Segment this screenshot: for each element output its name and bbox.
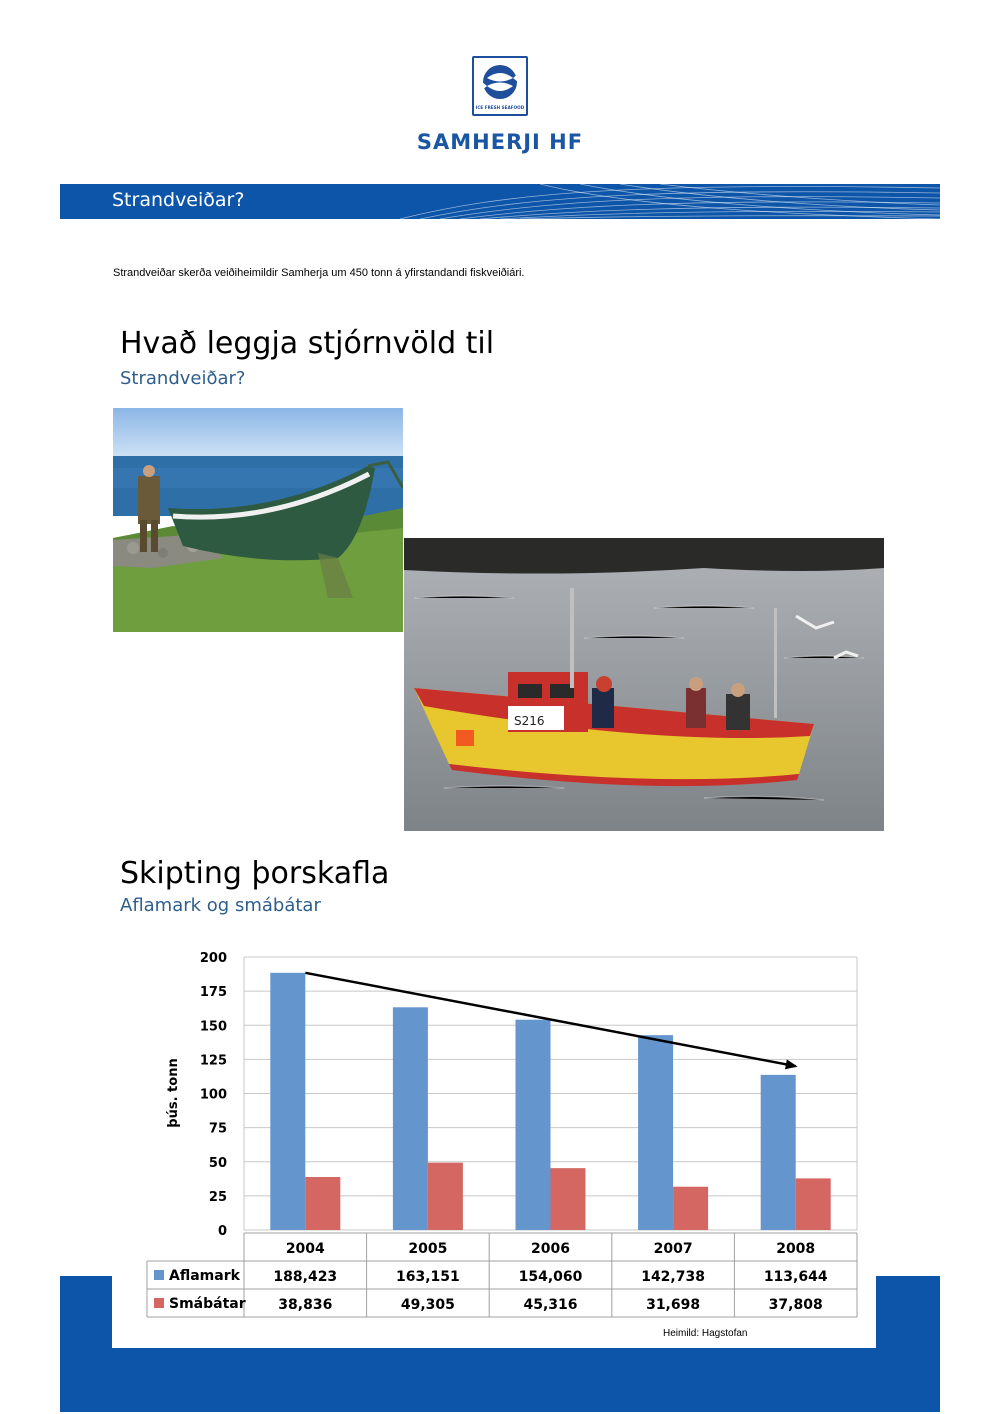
table-cell: 188,423	[273, 1269, 338, 1285]
x-tick-label: 2006	[531, 1241, 570, 1257]
y-tick-label: 50	[208, 1155, 227, 1171]
legend-label: Smábátar	[169, 1296, 246, 1312]
bar-aflamark-2005	[393, 1007, 428, 1230]
bar-smábátar-2008	[796, 1178, 831, 1230]
bar-smábátar-2004	[305, 1177, 340, 1230]
table-cell: 142,738	[641, 1269, 705, 1285]
x-tick-label: 2008	[776, 1241, 816, 1257]
y-axis-label: þús. tonn	[166, 1058, 181, 1128]
legend-swatch-smábátar	[154, 1298, 164, 1308]
y-tick-label: 75	[208, 1121, 227, 1137]
section2-title: Skipting þorskafla	[120, 856, 390, 891]
source-note: Heimild: Hagstofan	[663, 1328, 748, 1339]
legend-label: Aflamark	[169, 1268, 240, 1284]
bar-smábátar-2005	[428, 1163, 463, 1230]
brand-name: SAMHERJI HF	[416, 130, 584, 154]
table-cell: 31,698	[646, 1297, 701, 1313]
x-tick-label: 2007	[653, 1241, 693, 1257]
section2-subtitle: Aflamark og smábátar	[120, 895, 321, 916]
y-tick-label: 100	[199, 1087, 227, 1103]
bar-aflamark-2004	[270, 973, 305, 1230]
table-cell: 113,644	[763, 1269, 828, 1285]
y-tick-label: 125	[199, 1053, 227, 1069]
hull-number: S216	[514, 714, 545, 728]
section1-title: Hvað leggja stjórnvöld til	[120, 326, 495, 361]
table-cell: 49,305	[400, 1297, 455, 1313]
logo-caption: ICE FRESH SEAFOOD	[475, 105, 525, 110]
table-cell: 45,316	[523, 1297, 578, 1313]
section1-subtitle: Strandveiðar?	[120, 368, 246, 389]
x-tick-label: 2004	[285, 1241, 325, 1257]
bar-smábátar-2007	[673, 1187, 708, 1230]
bar-aflamark-2008	[761, 1075, 796, 1230]
bar-aflamark-2007	[638, 1035, 673, 1230]
bar-aflamark-2006	[516, 1020, 551, 1230]
banner-title: Strandveiðar?	[112, 189, 245, 211]
bar-smábátar-2006	[551, 1168, 586, 1230]
table-cell: 163,151	[396, 1269, 460, 1285]
intro-text: Strandveiðar skerða veiðiheimildir Samherja um 450 tonn á yfirstandandi fiskveiðiári.	[113, 267, 525, 279]
legend-swatch-aflamark	[154, 1270, 164, 1280]
x-tick-label: 2005	[408, 1241, 448, 1257]
y-tick-label: 175	[199, 985, 227, 1001]
y-tick-label: 150	[199, 1019, 227, 1035]
y-tick-label: 200	[199, 951, 227, 966]
table-cell: 154,060	[518, 1269, 583, 1285]
y-tick-label: 0	[217, 1224, 227, 1239]
table-cell: 37,808	[768, 1297, 823, 1313]
y-tick-label: 25	[208, 1189, 227, 1205]
table-cell: 38,836	[278, 1297, 333, 1313]
